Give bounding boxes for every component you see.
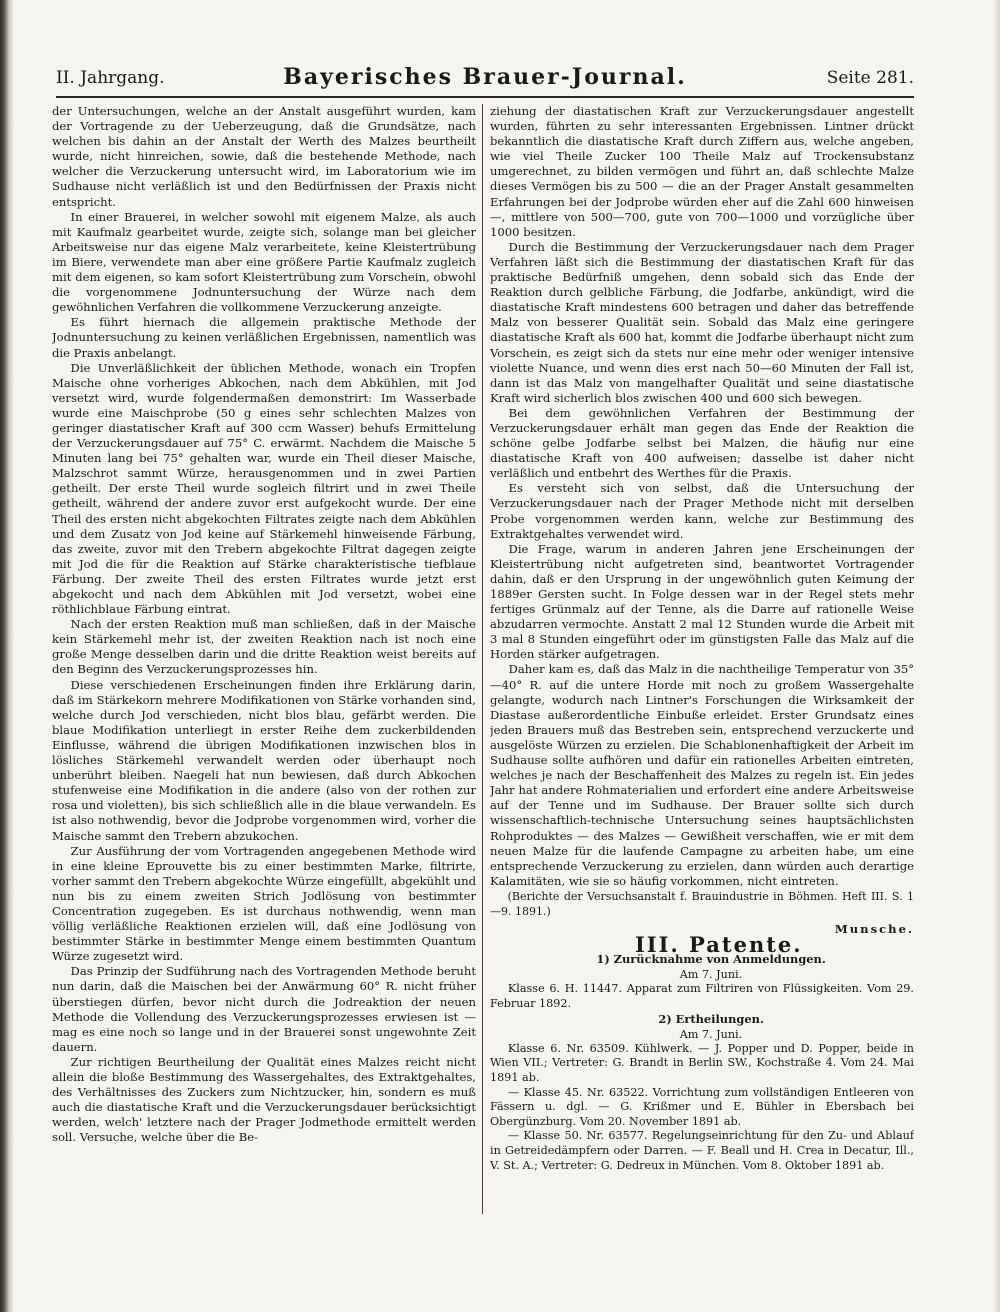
book-spine-shadow bbox=[0, 0, 14, 1312]
paragraph: der Untersuchungen, welche an der Anstalt ausgeführt wurden, kam der Vortragende zu der Ueberzeugung, daß die Grundsätze, nach welchen bis dahin an der Anstalt der Werth des Malzes beurtheilt wurde, nicht hinreichen, sowie, daß die bestehende Methode, nach welcher die Verzuckerung untersucht wird, im Laboratorium wie im Sudhause nicht verläßlich ist und den Bedürfnissen der Praxis nicht entspricht. bbox=[52, 104, 476, 209]
page-edge bbox=[992, 0, 1000, 1312]
paragraph: Diese verschiedenen Erscheinungen finden ihre Erklärung darin, daß im Stärkekorn mehrere Modifikationen von Stärke vorhanden sind, welche durch Jod verschieden, nicht blos blau, gefärbt werden. Die blaue Modifikation unterliegt in erster Reihe dem zuckerbildenden Einflusse, während die übrigen Modifikationen inzwischen blos in lösliches Stärkemehl verwandelt werden oder überhaupt noch unberührt bleiben. Naegeli hat nun bewiesen, daß durch Abkochen stufenweise eine Modifikation in die andere (also von der rothen zur rosa und violetten), bis sich schließlich alle in die blaue verwandeln. Es ist also nothwendig, bevor die Jodprobe vorgenommen wird, vorher die Maische sammt den Trebern abzukochen. bbox=[52, 677, 476, 843]
header-rule bbox=[56, 96, 914, 98]
patent-entry: Klasse 6. H. 11447. Apparat zum Filtriren von Flüssigkeiten. Vom 29. Februar 1892. bbox=[490, 982, 914, 1011]
date-line: Am 7. Juni. bbox=[679, 1027, 743, 1041]
citation: (Berichte der Versuchsanstalt f. Brauindustrie in Böhmen. Heft III. S. 1—9. 1891.) bbox=[490, 889, 914, 918]
paragraph: ziehung der diastatischen Kraft zur Verzuckerungsdauer angestellt wurden, führten zu sehr interessanten Ergebnissen. Lintner drückt bekanntlich die diastatische Kraft durch Ziffern aus, welche angeben, wie viel Theile Zucker 100 Theile Malz auf Trockensubstanz umgerechnet, zu bilden vermögen und führt an, daß schlechte Malze dieses Vermögen bis zu 500 — die an der Prager Anstalt gesammelten Erfahrungen bei der Jodprobe würden eher auf die Zahl 600 hinweisen —, mittlere von 500—700, gute von 700—1000 und vorzügliche über 1000 besitzen. bbox=[490, 104, 914, 239]
journal-title: Bayerisches Brauer-Journal. bbox=[283, 64, 687, 90]
author-signature: Munsche. bbox=[834, 922, 914, 937]
paragraph: Durch die Bestimmung der Verzuckerungsdauer nach dem Prager Verfahren läßt sich die Bestimmung der diastatischen Kraft für das praktische Bedürfniß umgehen, denn sobald sich das Ende der Reaktion durch gelbliche Färbung, die Jodfarbe, ankündigt, wird die diastatische Kraft mindestens 600 betragen und daher das betreffende Malz von besserer Qualität sein. Sobald das Malz eine geringere diastatische Kraft als 600 hat, kommt die Jodfarbe überhaupt nicht zum Vorschein, es zeigt sich da stets nur eine mehr oder weniger intensive violette Nuance, und wenn dies erst nach 50—60 Minuten der Fall ist, dann ist das Malz von mangelhafter Qualität und seine diastatische Kraft wird sicherlich blos zwischen 400 und 600 sich bewegen. bbox=[490, 239, 914, 405]
paragraph: Zur richtigen Beurtheilung der Qualität eines Malzes reicht nicht allein die bloße Bestimmung des Wassergehaltes, des Extraktgehaltes, des Verhältnisses des Zuckers zum Nichtzucker, hin, sondern es muß auch die diastatische Kraft und die Verzuckerungsdauer berücksichtigt werden, welch' letztere nach der Prager Jodmethode ermittelt werden soll. Versuche, welche über die Be- bbox=[52, 1054, 476, 1145]
paragraph: Es führt hiernach die allgemein praktische Methode der Jodnuntersuchung zu keinen verläßlichen Ergebnissen, namentlich was die Praxis anbelangt. bbox=[52, 315, 476, 360]
volume-label: II. Jahrgang. bbox=[56, 68, 165, 88]
sub-heading-grants: 2) Ertheilungen. bbox=[658, 1011, 764, 1026]
date-line: Am 7. Juni. bbox=[679, 968, 743, 982]
paragraph: In einer Brauerei, in welcher sowohl mit eigenem Malze, als auch mit Kaufmalz gearbeitet wurde, zeigte sich, solange man bei gleicher Arbeitsweise nur das eigene Malz verarbeitete, keine Kleistertrübung im Biere, verwendete man aber eine größere Partie Kaufmalz zugleich mit dem eigenen, so kam sofort Kleistertrübung zum Vorschein, obwohl die vorgenommene Jodnuntersuchung der Würze nach dem gewöhnlichen Verfahren die vollkommene Verzuckerung anzeigte. bbox=[52, 209, 476, 315]
page-header bbox=[56, 62, 914, 92]
left-column bbox=[52, 104, 476, 1224]
paragraph: Die Unverläßlichkeit der üblichen Methode, wonach ein Tropfen Maische ohne vorheriges Abkochen, nach dem Abkühlen, mit Jod versetzt wird, wurde folgendermaßen demonstrirt: Im Wasserbade wurde eine Maischprobe (50 g eines sehr schlechten Malzes von geringer diastatischer Kraft auf 300 ccm Wasser) behufs Ermittelung der Verzuckerungsdauer auf 75° C. erwärmt. Nachdem die Maische 5 Minuten lang bei 75° gehalten war, wurde ein Theil dieser Maische, Malzschrot sammt Würze, herausgenommen und in zwei Partien getheilt. Der erste Theil wurde sogleich filtrirt und in zwei Theile getheilt, während der andere zuvor erst aufgekocht wurde. Der eine Theil des ersten nicht abgekochten Filtrates zeigte nach dem Abkühlen und dem Zusatz von Jod keine auf Stärkemehl hinweisende Färbung, das zweite, zuvor mit den Trebern abgekochte Filtrat dagegen zeigte mit Jod die für die Reaktion auf Stärke charakteristische tiefblaue Färbung. Der zweite Theil des ersten Filtrates wurde jetzt erst abgekocht und nach dem Abkühlen mit Jod versetzt, wobei eine röthlichblaue Färbung eintrat. bbox=[52, 360, 476, 617]
right-column bbox=[490, 104, 914, 1224]
patent-entry: Klasse 6. Nr. 63509. Kühlwerk. — J. Popper und D. Popper, beide in Wien VII.; Vertreter: G. Brandt in Berlin SW., Kochstraße 4. Vom 24. Mai 1891 ab. bbox=[490, 1041, 914, 1084]
patent-entry: — Klasse 50. Nr. 63577. Regelungseinrichtung für den Zu- und Ablauf in Getreidedämpfern oder Darren. — F. Beall und H. Crea in Decatur, Ill., V. St. A.; Vertreter: G. Dedreux in München. Vom 8. Oktober 1891 ab. bbox=[490, 1129, 914, 1172]
column-divider bbox=[482, 104, 483, 1214]
sub-heading-withdrawals: 1) Zurücknahme von Anmeldungen. bbox=[596, 952, 826, 967]
paragraph: Es versteht sich von selbst, daß die Untersuchung der Verzuckerungsdauer nach der Prager Methode nicht mit derselben Probe vorgenommen werden kann, welche zur Bestimmung des Extraktgehaltes verwendet wird. bbox=[490, 481, 914, 541]
patent-entry: — Klasse 45. Nr. 63522. Vorrichtung zum vollständigen Entleeren von Fässern u. dgl. — G. Krißmer und E. Bühler in Ebersbach bei Obergünzburg. Vom 20. November 1891 ab. bbox=[490, 1085, 914, 1128]
section-title: III. Patente. bbox=[634, 932, 803, 958]
paragraph: Zur Ausführung der vom Vortragenden angegebenen Methode wird in eine kleine Eprouvette bis zu einer bestimmten Marke, filtrirte, vorher sammt den Trebern abgekochte Würze eingefüllt, abgekühlt und nun bis zu einem zweiten Strich Jodlösung von bestimmter Concentration zugegeben. Es ist durchaus nothwendig, wenn man völlig verläßliche Reaktionen erzielen will, daß eine Jodlösung von bestimmter Stärke in bestimmter Menge einem bestimmten Quantum Würze zugesetzt wird. bbox=[52, 843, 476, 964]
page-number: Seite 281. bbox=[826, 68, 914, 88]
paragraph: Nach der ersten Reaktion muß man schließen, daß in der Maische kein Stärkemehl mehr ist, der zweiten Reaktion nach ist noch eine große Menge desselben darin und die dritte Reaktion weist bereits auf den Beginn des Verzuckerungsprozesses hin. bbox=[52, 617, 476, 677]
paragraph: Die Frage, warum in anderen Jahren jene Erscheinungen der Kleistertrübung nicht aufgetreten sind, beantwortet Vortragender dahin, daß er den Ursprung in der ungewöhnlich guten Keimung der 1889er Gersten sucht. In Folge dessen war in der Regel stets mehr fertiges Grünmalz auf der Tenne, als die Darre auf rationelle Weise abzudarren vermochte. Anstatt 2 mal 12 Stunden wurde die Arbeit mit 3 mal 8 Stunden eingeführt oder im günstigsten Falle das Malz auf die Horden stärker aufgetragen. bbox=[490, 541, 914, 662]
paragraph: Bei dem gewöhnlichen Verfahren der Bestimmung der Verzuckerungsdauer erhält man gegen das Ende der Reaktion die schöne gelbe Jodfarbe selbst bei Malzen, die häufig nur eine diastatische Kraft von 400 aufweisen; dasselbe ist daher nicht verläßlich und entbehrt des Werthes für die Praxis. bbox=[490, 405, 914, 481]
paragraph: Das Prinzip der Sudführung nach des Vortragenden Methode beruht nun darin, daß die Maischen bei der Anwärmung 60° R. nicht früher überstiegen dürfen, bevor nicht durch die Jodreaktion der neuen Methode die Vollendung des Verzuckerungsprozesses erwiesen ist — mag es eine noch so lange und in der Brauerei sonst ungewohnte Zeit dauern. bbox=[52, 964, 476, 1054]
paragraph: Daher kam es, daß das Malz in die nachtheilige Temperatur von 35°—40° R. auf die untere Horde mit noch zu großem Wassergehalte gelangte, wodurch nach Lintner's Forschungen die Wirksamkeit der Diastase außerordentliche Einbuße erleidet. Erster Grundsatz eines jeden Brauers muß das Bestreben sein, entsprechend verzuckerte und ausgelöste Würzen zu erzielen. Die Schablonenhaftigkeit der Arbeit im Sudhause sollte aufhören und dafür ein rationelles Arbeiten eintreten, welches je nach der Beschaffenheit des Malzes zu regeln ist. Ein jedes Jahr hat andere Rohmaterialien und erfordert eine andere Arbeitsweise auf der Tenne und im Sudhause. Der Brauer sollte sich durch wissenschaftlich-technische Untersuchung seines hauptsächlichsten Rohproduktes — des Malzes — Gewißheit verschaffen, wie er mit dem neuen Malze für die laufende Campagne zu arbeiten habe, um eine entsprechende Verzuckerung zu erzielen, dann würden auch derartige Kalamitäten, wie sie so häufig vorkommen, nicht eintreten. bbox=[490, 662, 914, 888]
